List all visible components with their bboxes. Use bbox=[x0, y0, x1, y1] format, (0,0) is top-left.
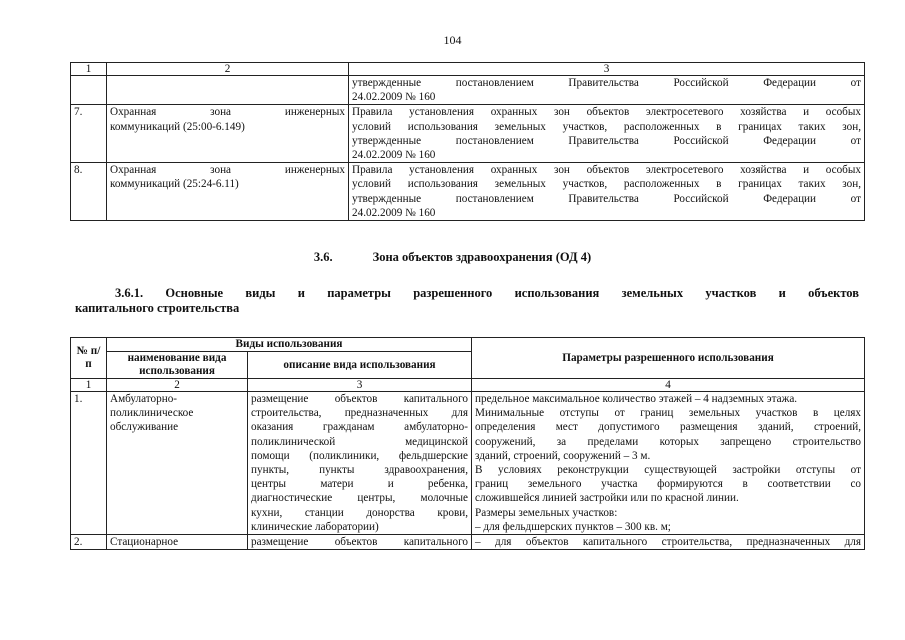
protection-zones-table bbox=[70, 62, 865, 221]
column-number: 2 bbox=[107, 379, 248, 392]
section-number: 3.6. bbox=[313, 250, 333, 264]
section-heading bbox=[0, 250, 905, 265]
rules-text: утвержденные постановлением Правительства Российской Федерации от 24.02.2009 № 160 bbox=[349, 76, 865, 105]
header-use-name: наименование вида использования bbox=[107, 352, 248, 379]
use-parameters: предельное максимальное количество этажей – 4 надземных этажа. Минимальные отступы от границ земельных участков в целях определения мест допустимого размещения зданий, строений, сооружений, за пределами которых запрещено строительство зданий, строений, сооружений – 3 м. В условиях реконструкции существующей застройки отступы от границ земельного участка формируются в соответствии со сложившейся линией застройки или по красной линии. Размеры земельных участков: – для фельдшерских пунктов – 300 кв. м; bbox=[472, 392, 865, 535]
header-parameters: Параметры разрешенного использования bbox=[472, 338, 865, 379]
use-description: размещение объектов капитального bbox=[248, 535, 472, 550]
column-number: 2 bbox=[107, 63, 349, 76]
rules-text: Правила установления охранных зон объектов электросетевого хозяйства и особых условий использования земельных участков, расположенных в границах таких зон, утвержденные постановлением Правительства Российской Федерации от 24.02.2009 № 160 bbox=[349, 105, 865, 163]
use-name: Амбулаторно- поликлиническое обслуживание bbox=[107, 392, 248, 535]
row-number: 1. bbox=[71, 392, 107, 535]
section-title: Зона объектов здравоохранения (ОД 4) bbox=[372, 250, 592, 264]
zone-name: Охранная зона инженерных коммуникаций (25:24-6.11) bbox=[107, 163, 349, 221]
use-description: размещение объектов капитального строительства, предназначенных для оказания гражданам амбулаторно- поликлинической медицинской помощи (поликлиники, фельдшерские пункты, пункты здравоохранения, центры матери и ребенка, диагностические центры, молочные кухни, станции донорства крови, клинические лаборатории) bbox=[248, 392, 472, 535]
zone-name: Охранная зона инженерных коммуникаций (25:00-6.149) bbox=[107, 105, 349, 163]
column-number: 3 bbox=[349, 63, 865, 76]
table-header-row bbox=[71, 338, 865, 352]
zone-name bbox=[107, 76, 349, 105]
column-number: 3 bbox=[248, 379, 472, 392]
use-parameters: – для объектов капитального строительства, предназначенных для bbox=[472, 535, 865, 550]
row-number: 2. bbox=[71, 535, 107, 550]
table-row bbox=[71, 105, 865, 163]
row-number bbox=[71, 76, 107, 105]
table-row bbox=[71, 535, 865, 550]
table-header-row bbox=[71, 63, 865, 76]
table-row bbox=[71, 163, 865, 221]
rules-text: Правила установления охранных зон объектов электросетевого хозяйства и особых условий использования земельных участков, расположенных в границах таких зон, утвержденные постановлением Правительства Российской Федерации от 24.02.2009 № 160 bbox=[349, 163, 865, 221]
header-use-description: описание вида использования bbox=[248, 352, 472, 379]
header-number: № п/п bbox=[71, 338, 107, 379]
use-name: Стационарное bbox=[107, 535, 248, 550]
permitted-use-table bbox=[70, 337, 865, 550]
page-number: 104 bbox=[443, 33, 462, 47]
subsection-heading: 3.6.1. Основные виды и параметры разрешенного использования земельных участков и объектов капитального строительства bbox=[75, 286, 859, 315]
row-number: 7. bbox=[71, 105, 107, 163]
column-numbers-row bbox=[71, 379, 865, 392]
column-number: 1 bbox=[71, 63, 107, 76]
column-number: 4 bbox=[472, 379, 865, 392]
table-row bbox=[71, 392, 865, 535]
header-use-types: Виды использования bbox=[107, 338, 472, 352]
row-number: 8. bbox=[71, 163, 107, 221]
column-number: 1 bbox=[71, 379, 107, 392]
table-row bbox=[71, 76, 865, 105]
